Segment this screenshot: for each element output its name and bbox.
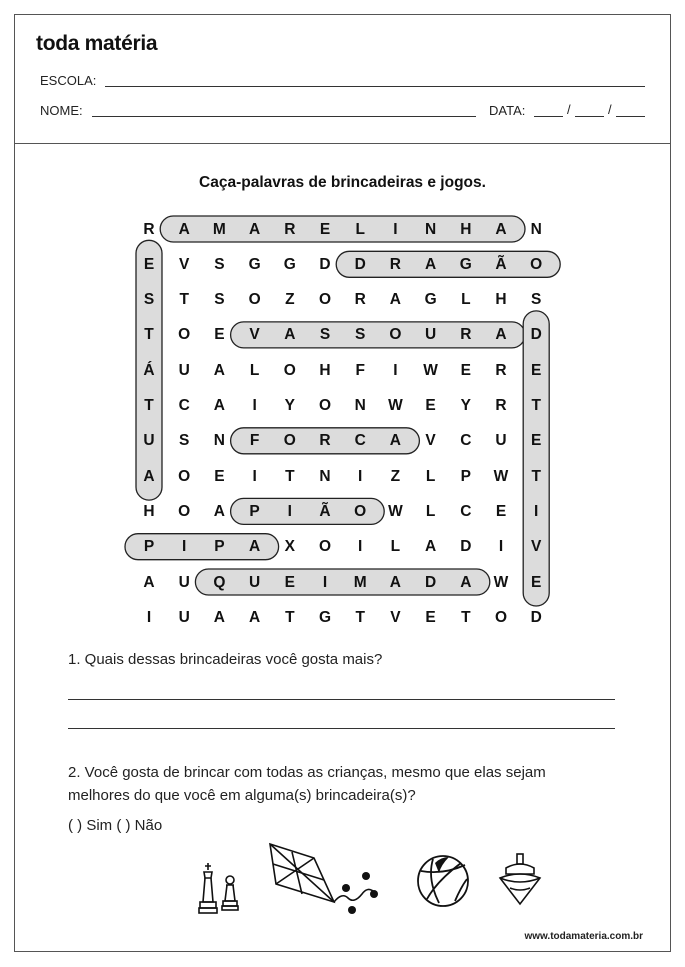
beach-ball-icon <box>415 853 471 909</box>
grid-letter[interactable]: O <box>283 361 296 379</box>
grid-letter[interactable]: S <box>214 291 225 309</box>
grid-letter[interactable]: Y <box>460 397 471 414</box>
grid-letter[interactable]: L <box>355 220 365 238</box>
grid-letter[interactable]: V <box>425 432 436 450</box>
grid-letter[interactable]: I <box>182 538 187 556</box>
question-2-options: ( ) Sim ( ) Não <box>68 817 163 834</box>
grid-letter[interactable]: V <box>179 255 190 273</box>
grid-letter[interactable]: U <box>143 432 155 450</box>
grid-letter[interactable]: I <box>393 220 398 238</box>
grid-letter[interactable]: E <box>143 255 155 273</box>
grid-letter[interactable]: S <box>214 255 225 273</box>
grid-letter[interactable]: G <box>424 291 437 309</box>
grid-letter[interactable]: D <box>354 255 366 273</box>
grid-letter[interactable]: H <box>495 291 507 309</box>
grid-letter[interactable]: I <box>393 361 398 379</box>
grid-letter[interactable]: E <box>319 220 331 238</box>
grid-letter[interactable]: W <box>423 361 438 379</box>
question-2-line-1: 2. Você gosta de brincar com todas as crianças, mesmo que elas sejam <box>68 764 546 781</box>
grid-letter[interactable]: I <box>146 608 152 626</box>
grid-letter[interactable]: W <box>388 502 403 520</box>
grid-letter[interactable]: I <box>287 502 292 520</box>
grid-letter[interactable]: H <box>460 220 472 238</box>
grid-letter[interactable]: A <box>213 502 225 520</box>
grid-letter[interactable]: R <box>143 220 155 238</box>
grid-letter[interactable]: U <box>495 432 507 450</box>
grid-letter[interactable]: A <box>213 608 225 626</box>
grid-letter[interactable]: S <box>179 432 190 450</box>
grid-letter[interactable]: E <box>425 608 436 626</box>
grid-letter[interactable]: E <box>531 573 542 591</box>
grid-letter[interactable]: A <box>248 220 261 238</box>
grid-letter[interactable]: E <box>460 361 471 379</box>
grid-letter[interactable]: N <box>424 220 437 238</box>
grid-letter[interactable]: Z <box>390 467 401 485</box>
grid-letter[interactable]: S <box>355 326 366 344</box>
grid-letter[interactable]: W <box>493 573 509 591</box>
spinning-top-icon <box>496 852 544 908</box>
grid-letter[interactable]: I <box>322 573 328 591</box>
grid-letter[interactable]: O <box>318 291 332 309</box>
grid-letter[interactable]: U <box>178 573 190 591</box>
date-label: DATA: <box>489 103 526 118</box>
grid-letter[interactable]: A <box>424 538 437 556</box>
grid-letter[interactable]: I <box>252 397 257 414</box>
grid-letter[interactable]: A <box>495 326 507 344</box>
grid-letter[interactable]: C <box>354 432 366 450</box>
grid-letter[interactable]: P <box>460 467 471 485</box>
grid-letter[interactable]: A <box>178 220 190 238</box>
grid-letter[interactable]: T <box>531 397 541 414</box>
grid-letter[interactable]: T <box>179 291 189 309</box>
grid-letter[interactable]: D <box>424 573 437 591</box>
logo: toda matéria <box>36 32 158 55</box>
grid-letter[interactable]: G <box>459 255 472 273</box>
grid-letter[interactable]: E <box>214 326 225 344</box>
date-separator: / <box>608 102 612 117</box>
grid-letter[interactable]: D <box>460 538 472 556</box>
grid-letter[interactable]: A <box>213 361 225 379</box>
grid-letter[interactable]: F <box>249 432 260 450</box>
grid-letter[interactable]: I <box>498 538 504 556</box>
grid-letter[interactable]: Y <box>284 397 295 414</box>
grid-letter[interactable]: E <box>531 361 542 379</box>
grid-letter[interactable]: M <box>212 220 226 238</box>
grid-letter[interactable]: C <box>178 397 190 414</box>
grid-letter[interactable]: Ã <box>495 255 507 273</box>
grid-letter[interactable]: Q <box>213 573 226 591</box>
grid-letter[interactable]: O <box>248 291 261 309</box>
grid-letter[interactable]: C <box>460 432 472 450</box>
grid-letter[interactable]: U <box>178 361 190 379</box>
grid-letter[interactable]: O <box>178 326 191 344</box>
date-separator: / <box>567 102 571 117</box>
grid-letter[interactable]: D <box>530 326 542 344</box>
grid-letter[interactable]: H <box>143 502 155 520</box>
grid-letter[interactable]: A <box>389 573 401 591</box>
grid-letter[interactable]: G <box>248 255 261 273</box>
grid-letter[interactable]: O <box>283 432 296 450</box>
grid-letter[interactable]: G <box>318 608 332 626</box>
grid-letter[interactable]: Ã <box>319 502 331 520</box>
grid-letter[interactable]: A <box>389 291 401 309</box>
answer-line-2[interactable] <box>68 728 615 729</box>
grid-letter[interactable]: D <box>319 255 331 273</box>
grid-letter[interactable]: V <box>531 538 542 556</box>
grid-letter[interactable]: M <box>353 573 367 591</box>
grid-letter[interactable]: A <box>248 608 261 626</box>
grid-letter[interactable]: W <box>493 467 509 485</box>
grid-letter[interactable]: N <box>530 220 542 238</box>
grid-letter[interactable]: R <box>389 255 401 273</box>
school-label: ESCOLA: <box>40 73 97 88</box>
page-title: Caça-palavras de brincadeiras e jogos. <box>199 174 486 191</box>
grid-letter[interactable]: P <box>214 538 225 556</box>
grid-letter[interactable]: C <box>460 502 472 520</box>
grid-letter[interactable]: I <box>534 502 539 520</box>
grid-letter[interactable]: T <box>531 467 541 485</box>
grid-letter[interactable]: I <box>358 467 363 485</box>
grid-letter[interactable]: S <box>143 291 155 309</box>
chess-pieces-icon <box>195 858 243 918</box>
grid-letter[interactable]: E <box>425 397 436 414</box>
grid-letter[interactable]: P <box>143 538 155 556</box>
grid-letter[interactable]: A <box>495 220 507 238</box>
grid-letter[interactable]: T <box>461 608 471 626</box>
grid-letter[interactable]: U <box>178 608 190 626</box>
grid-letter[interactable]: H <box>319 361 331 379</box>
grid-letter[interactable]: U <box>424 326 437 344</box>
grid-letter[interactable]: U <box>248 573 261 591</box>
name-label: NOME: <box>40 103 83 118</box>
grid-letter[interactable]: T <box>285 608 295 626</box>
grid-letter[interactable]: N <box>354 397 366 414</box>
grid-letter[interactable]: X <box>284 538 295 556</box>
grid-letter[interactable]: I <box>358 538 363 556</box>
grid-letter[interactable]: T <box>355 608 365 626</box>
grid-letter[interactable]: R <box>495 397 507 414</box>
grid-letter[interactable]: R <box>495 361 507 379</box>
grid-letter[interactable]: D <box>530 608 542 626</box>
question-2-line-2: melhores do que você em alguma(s) brincadeira(s)? <box>68 787 416 804</box>
grid-letter[interactable]: P <box>249 502 260 520</box>
grid-letter[interactable]: L <box>425 467 436 485</box>
grid-letter[interactable]: G <box>283 255 296 273</box>
grid-letter[interactable]: R <box>319 432 331 450</box>
grid-letter[interactable]: O <box>530 255 543 273</box>
grid-letter[interactable]: A <box>143 573 155 591</box>
grid-letter[interactable]: O <box>178 467 191 485</box>
grid-letter[interactable]: R <box>284 220 296 238</box>
grid-letter[interactable]: V <box>249 326 260 344</box>
grid-letter[interactable]: W <box>388 397 403 414</box>
footer-url: www.todamateria.com.br <box>524 931 643 942</box>
grid-letter[interactable]: N <box>319 467 331 485</box>
grid-letter[interactable]: O <box>354 502 367 520</box>
grid-letter[interactable]: N <box>213 432 225 450</box>
grid-letter[interactable]: S <box>319 326 331 344</box>
grid-letter[interactable]: O <box>178 502 191 520</box>
grid-letter[interactable]: A <box>460 573 472 591</box>
grid-letter[interactable]: R <box>460 326 472 344</box>
grid-letter[interactable]: O <box>318 397 332 414</box>
grid-letter[interactable]: T <box>285 467 295 485</box>
question-1: 1. Quais dessas brincadeiras você gosta mais? <box>68 651 383 668</box>
grid-letter[interactable]: T <box>144 397 154 414</box>
grid-letter[interactable]: V <box>390 608 401 626</box>
grid-letter[interactable]: A <box>389 432 401 450</box>
grid-letter[interactable]: F <box>355 361 365 379</box>
grid-letter[interactable]: E <box>495 502 507 520</box>
grid-letter[interactable]: R <box>354 291 366 309</box>
grid-letter[interactable]: O <box>494 608 508 626</box>
grid-letter[interactable]: I <box>252 467 257 485</box>
grid-letter[interactable]: L <box>425 502 436 520</box>
grid-letter[interactable]: S <box>531 291 542 309</box>
grid-letter[interactable]: Z <box>285 291 295 309</box>
grid-letter[interactable]: E <box>531 432 542 450</box>
grid-letter[interactable]: L <box>461 291 471 309</box>
grid-letter[interactable]: T <box>144 326 154 344</box>
grid-letter[interactable]: A <box>424 255 437 273</box>
kite-icon <box>262 840 392 922</box>
grid-letter[interactable]: Á <box>143 361 155 379</box>
grid-letter[interactable]: A <box>248 538 261 556</box>
grid-letter[interactable]: O <box>389 326 402 344</box>
grid-letter[interactable]: A <box>284 326 296 344</box>
answer-line-1[interactable] <box>68 699 615 700</box>
grid-letter[interactable]: L <box>390 538 401 556</box>
grid-letter[interactable]: E <box>284 573 295 591</box>
grid-letter[interactable]: E <box>214 467 225 485</box>
grid-letter[interactable]: A <box>143 467 155 485</box>
grid-letter[interactable]: L <box>249 361 260 379</box>
grid-letter[interactable]: O <box>318 538 332 556</box>
grid-letter[interactable]: A <box>213 397 225 414</box>
